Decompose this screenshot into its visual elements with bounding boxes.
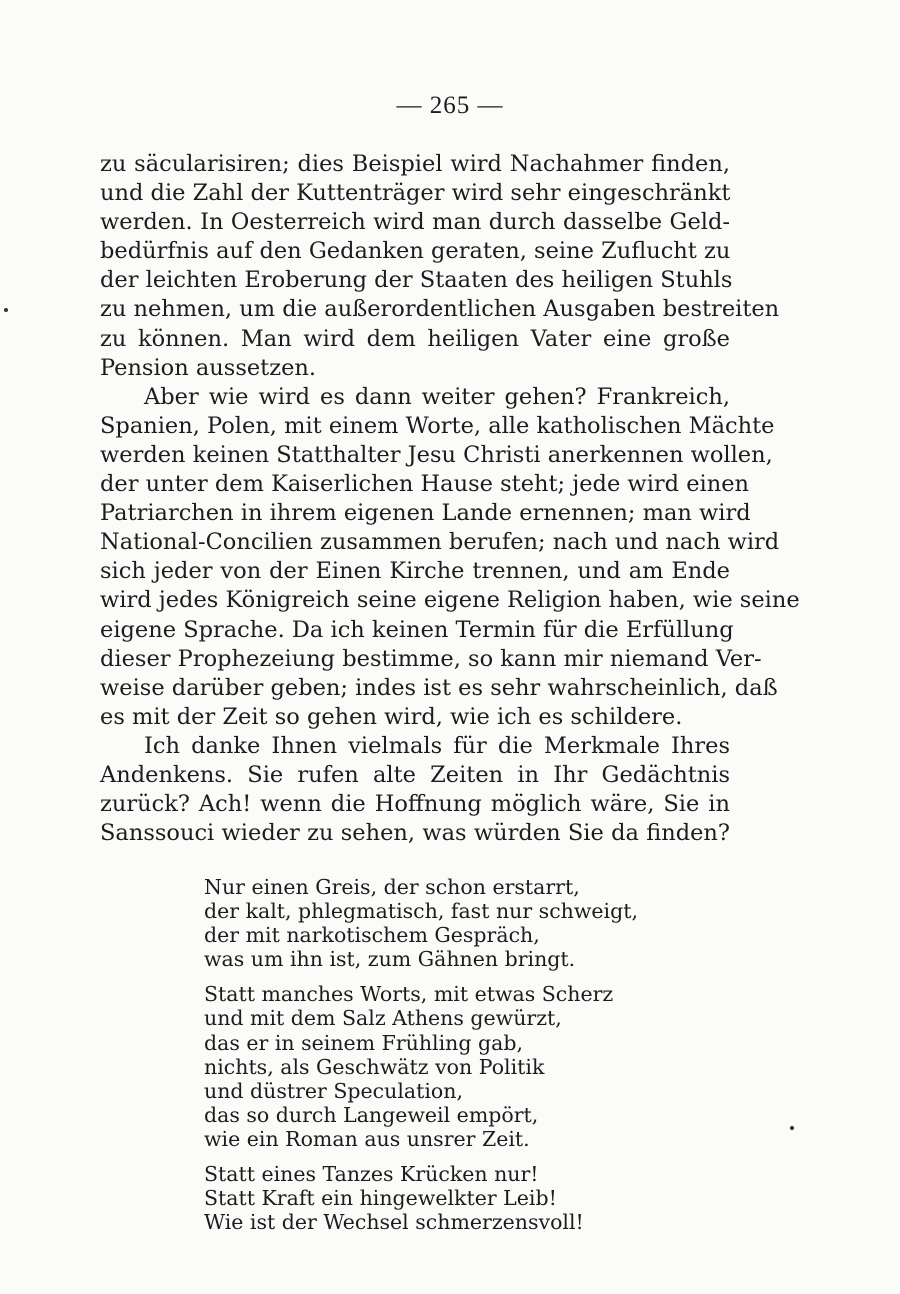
verse-line: der kalt, phlegmatisch, fast nur schweigt, [204, 899, 638, 924]
text-line: dieser Prophezeiung bestimme, so kann mir niemand Ver- [100, 645, 762, 672]
text-line: werden keinen Statthalter Jesu Christi anerkennen wollen, [100, 441, 773, 468]
verse-line: das so durch Langeweil empört, [204, 1102, 539, 1127]
text-line: werden. In Oesterreich wird man durch dasselbe Geld- [100, 209, 730, 236]
text-line: Pension aussetzen. [100, 354, 317, 381]
verse-line: und düstrer Speculation, [204, 1078, 463, 1103]
text-line: der leichten Eroberung der Staaten des heiligen Stuhls [100, 267, 733, 294]
verse-line: der mit narkotischem Gespräch, [204, 923, 540, 948]
text-line: zu säcularisiren; dies Beispiel wird Nachahmer finden, [100, 151, 730, 177]
text-line: bedürfnis auf den Gedanken geraten, seine Zuflucht zu [100, 238, 731, 265]
text-line: National-Concilien zusammen berufen; nach und nach wird [100, 529, 780, 556]
verse-line: Statt manches Worts, mit etwas Scherz [204, 982, 614, 1007]
verse-line: nichts, als Geschwätz von Politik [204, 1054, 545, 1079]
verse-line: Wie ist der Wechsel schmerzensvoll! [204, 1210, 584, 1235]
stanza [204, 982, 624, 1151]
text-line: der unter dem Kaiserlichen Hause steht; jede wird einen [100, 471, 750, 498]
verse-line: wie ein Roman aus unsrer Zeit. [204, 1126, 530, 1151]
stanza [204, 1162, 624, 1234]
stanza [204, 875, 638, 972]
text-line: Ich danke Ihnen vielmals für die Merkmale Ihres [144, 732, 730, 759]
text-line: es mit der Zeit so gehen wird, wie ich es schildere. [100, 703, 683, 730]
verse-block [204, 875, 638, 1245]
text-line: zurück? Ach! wenn die Hoffnung möglich wäre, Sie in [100, 791, 730, 818]
text-line: wird jedes Königreich seine eigene Religion haben, wie seine [100, 587, 800, 614]
text-line: Andenkens. Sie rufen alte Zeiten in Ihr Gedächtnis [100, 761, 730, 788]
text-line: Patriarchen in ihrem eigenen Lande ernennen; man wird [100, 500, 751, 527]
text-line: Aber wie wird es dann weiter gehen? Frankreich, [144, 383, 730, 410]
verse-line: Statt eines Tanzes Krücken nur! [204, 1162, 539, 1187]
verse-line: was um ihn ist, zum Gähnen bringt. [204, 947, 576, 972]
text-line: und die Zahl der Kuttenträger wird sehr eingeschränkt [100, 180, 731, 207]
verse-line: das er in seinem Frühling gab, [204, 1030, 523, 1055]
text-line: Spanien, Polen, mit einem Worte, alle katholischen Mächte [100, 412, 775, 439]
text-line: zu können. Man wird dem heiligen Vater eine große [100, 325, 730, 352]
page-number: — 265 — [396, 92, 504, 119]
scan-speck [4, 308, 8, 312]
text-line: eigene Sprache. Da ich keinen Termin für die Erfüllung [100, 616, 734, 643]
text-line: sich jeder von der Einen Kirche trennen, und am Ende [100, 558, 730, 585]
text-line: weise darüber geben; indes ist es sehr wahrscheinlich, daß [100, 674, 778, 701]
verse-line: Statt Kraft ein hingewelkter Leib! [204, 1186, 557, 1211]
verse-line: und mit dem Salz Athens gewürzt, [204, 1006, 562, 1031]
verse-line: Nur einen Greis, der schon erstarrt, [204, 875, 580, 899]
text-line: Sanssouci wieder zu sehen, was würden Sie da finden? [100, 820, 730, 847]
prose-body [100, 150, 800, 848]
scan-speck [790, 1126, 794, 1130]
text-line: zu nehmen, um die außerordentlichen Ausgaben bestreiten [100, 296, 780, 323]
